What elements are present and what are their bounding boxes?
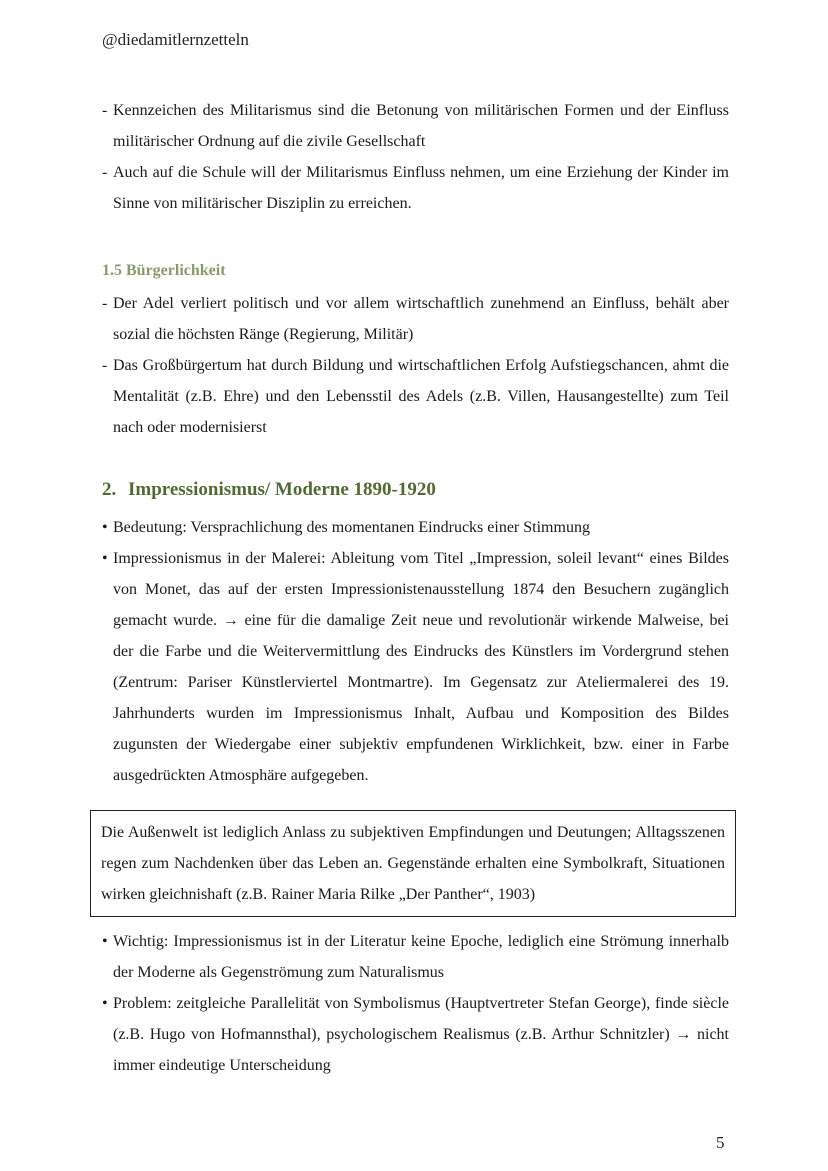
header-handle: @diedamitlernzetteln [102,30,249,49]
list-item [102,926,729,988]
section-heading-1-5: 1.5 Bürgerlichkeit [102,262,226,279]
dash-marker: - [102,164,108,181]
list-item [102,157,729,219]
bullet-marker: • [102,550,108,567]
list-item [102,350,729,443]
list-item-text: Problem: zeitgleiche Parallelität von Symbolismus (Hauptvertreter Stefan George), finde siècle (z.B. Hugo von Hofmannsthal), psychologischem Realismus (z.B. Arthur Schnitzler) → nicht immer eindeutige Unterscheidung [113,995,729,1074]
list-item-text: Bedeutung: Versprachlichung des momentanen Eindrucks einer Stimmung [113,519,590,536]
section-title: Impressionismus/ Moderne 1890-1920 [128,479,436,500]
section-heading-2 [102,479,436,501]
buergerlichkeit-list [102,288,729,443]
list-item [102,988,729,1081]
militarism-list [102,95,729,219]
list-item-text: Auch auf die Schule will der Militarismus Einfluss nehmen, um eine Erziehung der Kinder im Sinne von militärischer Disziplin zu erreichen. [113,164,729,212]
list-item-text: Wichtig: Impressionismus ist in der Literatur keine Epoche, lediglich eine Strömung innerhalb der Moderne als Gegenströmung zum Naturalismus [113,933,729,981]
bullet-marker: • [102,933,108,950]
bullet-marker: • [102,519,108,536]
list-item-text: Das Großbürgertum hat durch Bildung und wirtschaftlichen Erfolg Aufstiegschancen, ahmt die Mentalität (z.B. Ehre) und den Lebensstil des Adels (z.B. Villen, Hausangestellte) zum Teil nach oder modernisierst [113,357,729,436]
list-item [102,512,729,543]
page-number: 5 [716,1133,725,1152]
list-item-text: Kennzeichen des Militarismus sind die Betonung von militärischen Formen und der Einfluss militärischer Ordnung auf die zivile Gesellschaft [113,102,729,150]
list-item [102,288,729,350]
bullet-marker: • [102,995,108,1012]
impressionismus-list-bottom [102,926,729,1081]
dash-marker: - [102,295,108,312]
impressionismus-list-top [102,512,729,791]
dash-marker: - [102,102,108,119]
list-item [102,543,729,791]
list-item [102,95,729,157]
list-item-text: Der Adel verliert politisch und vor allem wirtschaftlich zunehmend an Einfluss, behält aber sozial die höchsten Ränge (Regierung, Militär) [113,295,729,343]
highlight-box: Die Außenwelt ist lediglich Anlass zu subjektiven Empfindungen und Deutungen; Alltagsszenen regen zum Nachdenken über das Leben an. Gegenstände erhalten eine Symbolkraft, Situationen wirken gleichnishaft (z.B. Rainer Maria Rilke „Der Panther“, 1903) [90,810,736,917]
section-number: 2. [102,479,117,500]
list-item-text: Impressionismus in der Malerei: Ableitung vom Titel „Impression, soleil levant“ eines Bildes von Monet, das auf der ersten Impressionistenausstellung 1874 den Besuchern zugänglich gemacht wurde. → eine für die damalige Zeit neue und revolutionär wirkende Malweise, bei der die Farbe und die Weitervermittlung des Eindrucks des Künstlers im Vordergrund stehen (Zentrum: Pariser Künstlerviertel Montmartre). Im Gegensatz zur Ateliermalerei des 19. Jahrhunderts wurden im Impressionismus Inhalt, Aufbau und Komposition des Bildes zugunsten der Wiedergabe einer subjektiv empfundenen Wirklichkeit, bzw. einer in Farbe ausgedrückten Atmosphäre aufgegeben. [113,550,729,784]
dash-marker: - [102,357,108,374]
